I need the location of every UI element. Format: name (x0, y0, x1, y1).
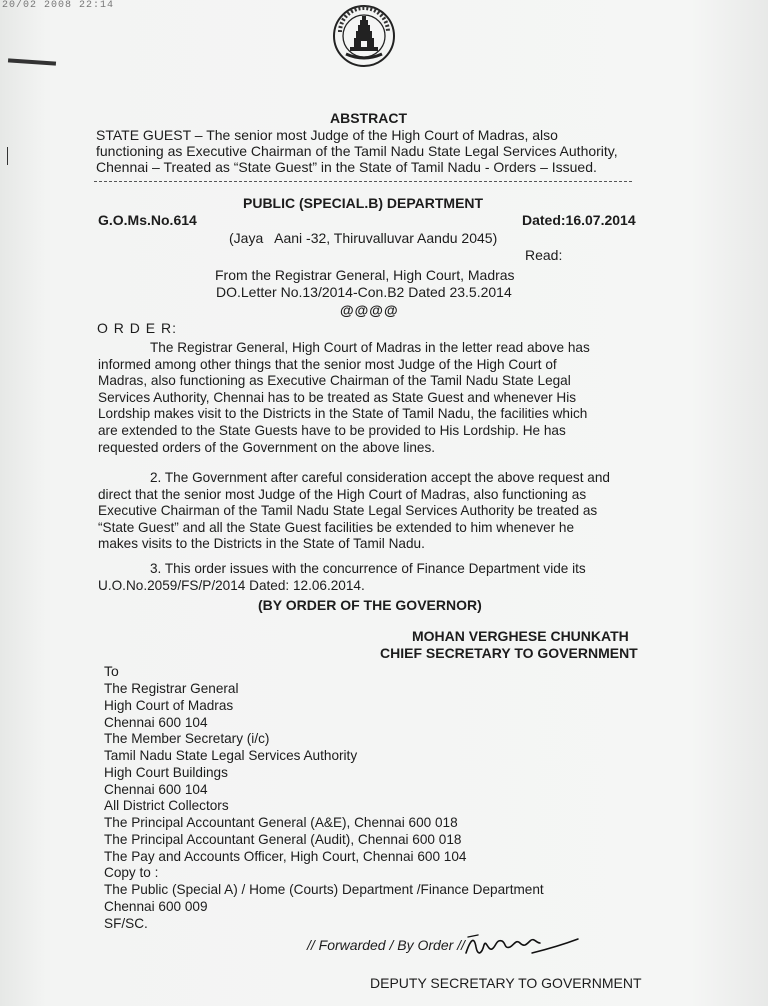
go-number: G.O.Ms.No.614 (98, 212, 197, 228)
recipient-line: Chennai 600 009 (104, 898, 208, 914)
order-date: Dated:16.07.2014 (522, 212, 636, 228)
paragraph-2-line: Executive Chairman of the Tamil Nadu State Legal Services Authority be treated as (98, 503, 598, 519)
paragraph-2-line: direct that the senior most Judge of the High Court of Madras, also functioning as (98, 486, 587, 502)
recipient-line: Chennai 600 104 (104, 781, 208, 797)
scan-mark-left (8, 58, 56, 65)
tamil-calendar-date: (Jaya Aani -32, Thiruvalluvar Aandu 2045) (229, 230, 498, 246)
handwritten-signature-icon (462, 923, 582, 963)
forwarded-by-order: // Forwarded / By Order // (307, 937, 465, 953)
signatory-title: CHIEF SECRETARY TO GOVERNMENT (380, 645, 638, 661)
abstract-line-2: functioning as Executive Chairman of the Tamil Nadu State Legal Services Authority, (96, 143, 618, 159)
paragraph-1-line: Lordship makes visit to the Districts in the State of Tamil Nadu, the facilities which (98, 406, 588, 422)
recipient-line: SF/SC. (104, 915, 148, 931)
deputy-secretary-title: DEPUTY SECRETARY TO GOVERNMENT (370, 975, 642, 991)
paragraph-1-line: informed among other things that the senior most Judge of the High Court of (98, 356, 557, 372)
abstract-heading: ABSTRACT (330, 110, 407, 126)
recipient-line: Chennai 600 104 (104, 714, 208, 730)
fax-header: 20/02 2008 22:14 (2, 0, 115, 11)
recipient-line: The Registrar General (104, 681, 239, 696)
scan-mark-edge (7, 147, 8, 165)
paragraph-1-line: requested orders of the Government on the above lines. (98, 439, 436, 455)
paragraph-3-line: 3. This order issues with the concurrence of Finance Department vide its (150, 561, 586, 576)
recipient-line: The Public (Special A) / Home (Courts) Department /Finance Department (104, 882, 544, 897)
paragraph-1-line: are extended to the State Guests have to be provided to His Lordship. He has (98, 422, 566, 438)
recipient-line: All District Collectors (104, 798, 229, 814)
department-name: PUBLIC (SPECIAL.B) DEPARTMENT (243, 195, 484, 211)
order-paragraph-3 (98, 561, 634, 594)
recipient-line: High Court of Madras (104, 697, 234, 713)
reference-marks: @@@@ (340, 302, 399, 318)
paragraph-2-line: makes visits to the Districts in the State of Tamil Nadu. (98, 536, 425, 552)
order-paragraph-1 (98, 340, 634, 456)
reference-line-1: From the Registrar General, High Court, Madras (215, 267, 515, 283)
tamil-nadu-emblem-icon (332, 4, 396, 68)
abstract-line-1: STATE GUEST – The senior most Judge of the High Court of Madras, also (96, 127, 558, 143)
by-order-of-governor: (BY ORDER OF THE GOVERNOR) (258, 597, 482, 613)
recipient-line: The Principal Accountant General (Audit), Chennai 600 018 (104, 831, 462, 847)
paragraph-3-line: U.O.No.2059/FS/P/2014 Dated: 12.06.2014. (98, 577, 365, 593)
abstract-line-3: Chennai – Treated as “State Guest” in the State of Tamil Nadu - Orders – Issued. (96, 159, 597, 175)
recipient-line: The Member Secretary (i/c) (104, 731, 270, 747)
recipient-line: The Principal Accountant General (A&E), Chennai 600 018 (104, 815, 458, 830)
recipient-list (104, 681, 544, 932)
order-heading: O R D E R: (97, 320, 178, 336)
paragraph-2-line: “State Guest” and all the State Guest facilities be extended to him whenever he (98, 519, 575, 535)
order-paragraph-2 (98, 470, 634, 553)
paragraph-1-line: Services Authority, Chennai has to be treated as State Guest and whenever His (98, 389, 577, 405)
signatory-name: MOHAN VERGHESE CHUNKATH (412, 628, 629, 644)
recipient-line: Tamil Nadu State Legal Services Authority (104, 748, 358, 763)
read-label: Read: (525, 247, 563, 263)
reference-line-2: DO.Letter No.13/2014-Con.B2 Dated 23.5.2014 (216, 284, 512, 300)
recipient-line: High Court Buildings (104, 764, 228, 780)
recipient-line: Copy to : (104, 865, 159, 881)
paragraph-2-line: 2. The Government after careful consideration accept the above request and (150, 470, 610, 485)
recipient-line: The Pay and Accounts Officer, High Court, Chennai 600 104 (104, 848, 467, 864)
paragraph-1-line: The Registrar General, High Court of Madras in the letter read above has (150, 340, 590, 355)
abstract-divider (94, 181, 632, 182)
paragraph-1-line: Madras, also functioning as Executive Chairman of the Tamil Nadu State Legal (98, 373, 571, 389)
to-label: To (104, 663, 119, 679)
